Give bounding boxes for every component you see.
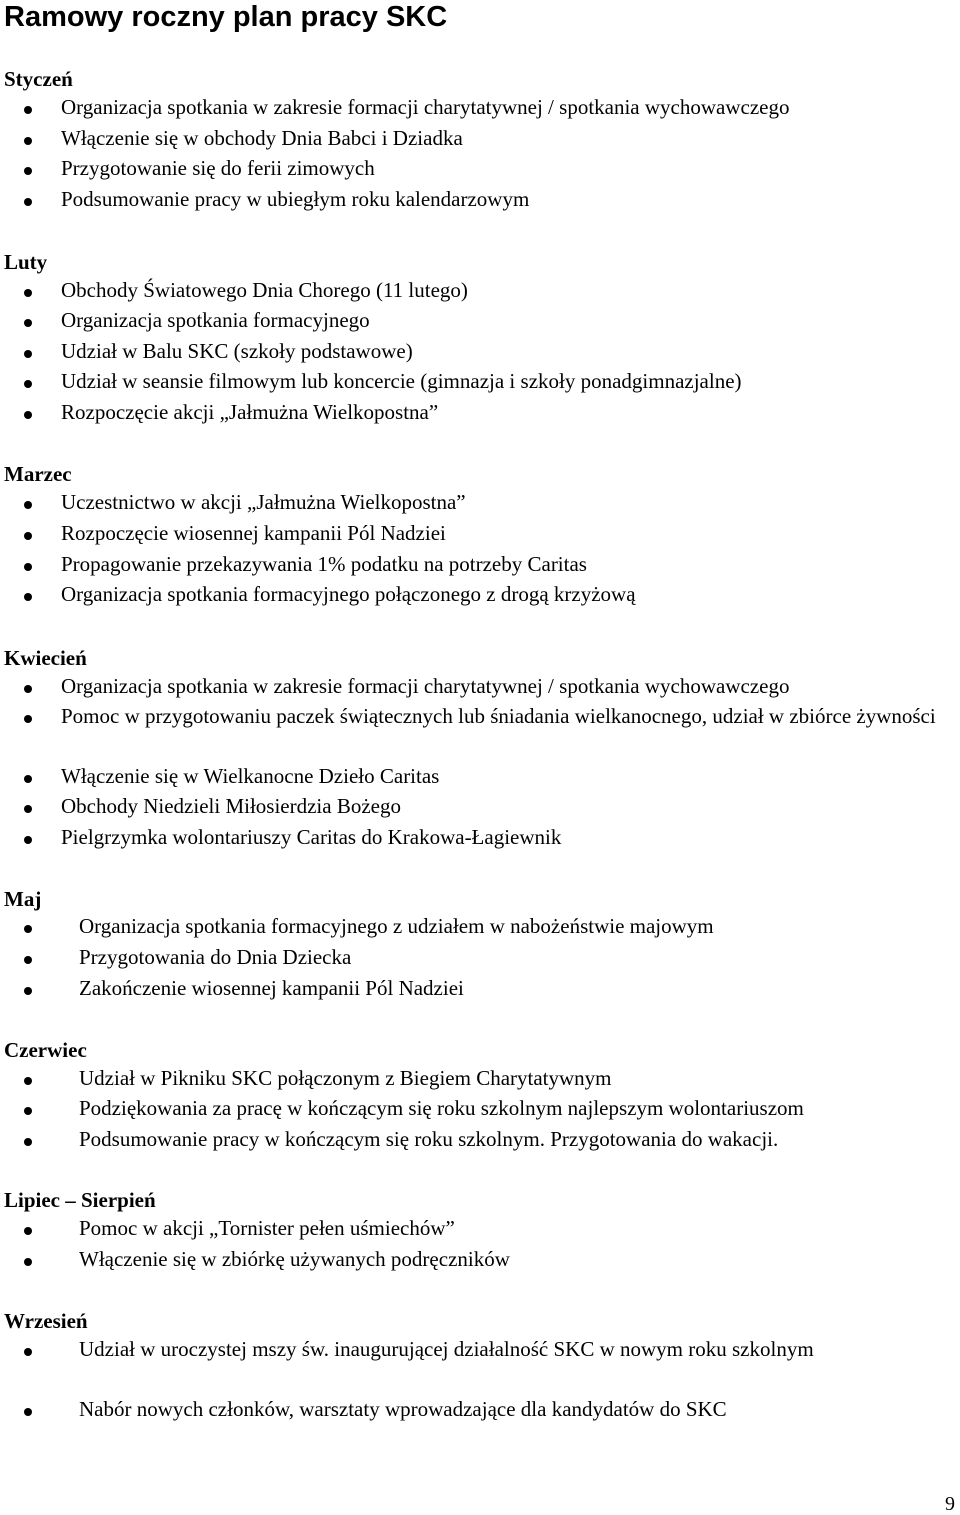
bullet-icon <box>24 106 32 114</box>
list-item: Podsumowanie pracy w ubiegłym roku kalendarzowym <box>61 187 530 211</box>
bullet-icon <box>24 411 32 419</box>
bullet-icon <box>24 956 32 964</box>
bullet-icon <box>24 1408 32 1416</box>
bullet-icon <box>24 1107 32 1115</box>
bullet-icon <box>24 836 32 844</box>
bullet-icon <box>24 1138 32 1146</box>
list-item: Rozpoczęcie akcji „Jałmużna Wielkopostna” <box>61 400 439 424</box>
bullet-icon <box>24 715 32 723</box>
bullet-icon <box>24 137 32 145</box>
list-item: Podsumowanie pracy w kończącym się roku szkolnym. Przygotowania do wakacji. <box>79 1127 779 1151</box>
list-item: Uczestnictwo w akcji „Jałmużna Wielkopostna” <box>61 490 466 514</box>
bullet-icon <box>24 350 32 358</box>
list-item: Udział w Pikniku SKC połączonym z Biegiem Charytatywnym <box>79 1066 612 1090</box>
list-item: Rozpoczęcie wiosennej kampanii Pól Nadziei <box>61 521 446 545</box>
section-heading: Luty <box>4 250 48 274</box>
list-item: Przygotowanie się do ferii zimowych <box>61 156 375 180</box>
bullet-icon <box>24 1077 32 1085</box>
section-heading: Kwiecień <box>4 646 87 670</box>
bullet-icon <box>24 1258 32 1266</box>
bullet-icon <box>24 532 32 540</box>
section-heading: Maj <box>4 887 42 911</box>
section-heading: Lipiec – Sierpień <box>4 1188 156 1212</box>
list-item: Pielgrzymka wolontariuszy Caritas do Krakowa-Łagiewnik <box>61 825 562 849</box>
list-item: Przygotowania do Dnia Dziecka <box>79 945 352 969</box>
section-heading: Wrzesień <box>4 1309 88 1333</box>
bullet-icon <box>24 319 32 327</box>
bullet-icon <box>24 198 32 206</box>
page-number: 9 <box>945 1493 955 1515</box>
list-item: Obchody Światowego Dnia Chorego (11 lutego) <box>61 278 468 302</box>
bullet-icon <box>24 1227 32 1235</box>
bullet-icon <box>24 380 32 388</box>
bullet-icon <box>24 167 32 175</box>
bullet-icon <box>24 593 32 601</box>
list-item: Włączenie się w zbiórkę używanych podręczników <box>79 1247 510 1271</box>
bullet-icon <box>24 685 32 693</box>
list-item: Organizacja spotkania formacyjnego <box>61 308 370 332</box>
section-heading: Marzec <box>4 462 72 486</box>
list-item: Włączenie się w Wielkanocne Dzieło Caritas <box>61 764 440 788</box>
document-title: Ramowy roczny plan pracy SKC <box>4 1 448 33</box>
bullet-icon <box>24 805 32 813</box>
list-item: Pomoc w przygotowaniu paczek świątecznych lub śniadania wielkanocnego, udział w zbiórce żywności <box>61 704 936 728</box>
list-item: Udział w Balu SKC (szkoły podstawowe) <box>61 339 413 363</box>
bullet-icon <box>24 775 32 783</box>
list-item: Zakończenie wiosennej kampanii Pól Nadziei <box>79 976 464 1000</box>
list-item: Propagowanie przekazywania 1% podatku na potrzeby Caritas <box>61 552 587 576</box>
bullet-icon <box>24 987 32 995</box>
list-item: Nabór nowych członków, warsztaty wprowadzające dla kandydatów do SKC <box>79 1397 727 1421</box>
list-item: Włączenie się w obchody Dnia Babci i Dziadka <box>61 126 463 150</box>
section-heading: Styczeń <box>4 67 73 91</box>
list-item: Organizacja spotkania formacyjnego z udziałem w nabożeństwie majowym <box>79 914 714 938</box>
list-item: Obchody Niedzieli Miłosierdzia Bożego <box>61 794 401 818</box>
bullet-icon <box>24 501 32 509</box>
list-item: Organizacja spotkania w zakresie formacji charytatywnej / spotkania wychowawczego <box>61 674 790 698</box>
list-item: Podziękowania za pracę w kończącym się roku szkolnym najlepszym wolontariuszom <box>79 1096 804 1120</box>
list-item: Pomoc w akcji „Tornister pełen uśmiechów” <box>79 1216 455 1240</box>
bullet-icon <box>24 925 32 933</box>
list-item: Udział w seansie filmowym lub koncercie (gimnazja i szkoły ponadgimnazjalne) <box>61 369 742 393</box>
bullet-icon <box>24 1348 32 1356</box>
list-item: Organizacja spotkania formacyjnego połączonego z drogą krzyżową <box>61 582 636 606</box>
bullet-icon <box>24 289 32 297</box>
bullet-icon <box>24 563 32 571</box>
section-heading: Czerwiec <box>4 1038 87 1062</box>
list-item: Organizacja spotkania w zakresie formacji charytatywnej / spotkania wychowawczego <box>61 95 790 119</box>
list-item: Udział w uroczystej mszy św. inaugurującej działalność SKC w nowym roku szkolnym <box>79 1337 814 1361</box>
